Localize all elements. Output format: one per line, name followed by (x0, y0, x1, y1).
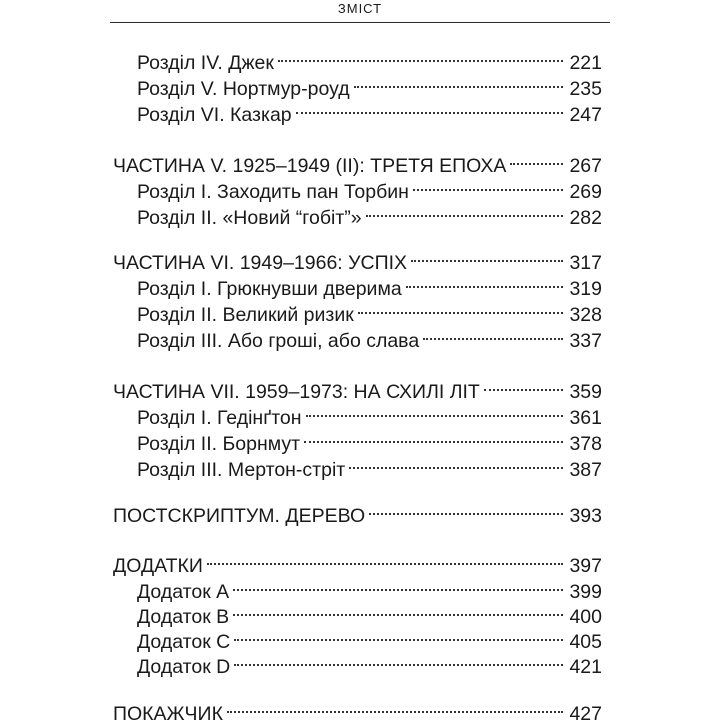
toc-entry-title: Розділ II. Борнмут (137, 433, 301, 455)
toc-entry-page: 359 (569, 381, 602, 403)
toc-entry-title: Додаток A (137, 581, 230, 603)
toc-entry (137, 172, 602, 203)
toc-entry-page: 400 (569, 606, 602, 628)
toc-entry-title: Розділ I. Заходить пан Торбин (137, 181, 409, 203)
toc-entry (137, 295, 602, 326)
dot-leader (484, 372, 564, 398)
toc-entry-page: 361 (569, 407, 602, 429)
dot-leader (406, 269, 564, 295)
toc-entry-title: Розділ I. Гедінґтон (137, 407, 302, 429)
running-header-title: ЗМІСТ (337, 1, 383, 16)
toc-entry (137, 269, 602, 300)
toc-entry (137, 198, 602, 229)
toc-entry (137, 43, 602, 74)
toc-entry (137, 321, 602, 352)
dot-leader (207, 546, 564, 572)
dot-leader (366, 198, 564, 224)
toc-entry-page: 269 (569, 181, 602, 203)
toc-entry-title: ДОДАТКИ (113, 555, 203, 577)
toc-part-entry (113, 546, 602, 577)
toc-entry-page: 247 (569, 104, 602, 126)
toc-entry-title: Розділ III. Або гроші, або слава (137, 330, 420, 352)
toc-entry-page: 399 (569, 581, 602, 603)
dot-leader (234, 622, 563, 648)
toc-entry-title: Розділ I. Грюкнувши дверима (137, 278, 402, 300)
toc-entry-page: 328 (569, 304, 602, 326)
toc-entry-title: ПОСТСКРИПТУМ. ДЕРЕВО (113, 505, 366, 527)
toc-entry-title: Додаток D (137, 656, 231, 678)
dot-leader (227, 694, 564, 720)
toc-entry-title: Розділ III. Мертон-стріт (137, 459, 346, 481)
dot-leader (510, 146, 563, 172)
toc-entry-title: Розділ IV. Джек (137, 52, 274, 74)
dot-leader (349, 450, 563, 476)
toc-entry (137, 450, 602, 481)
running-header (110, 0, 610, 23)
toc-entry-page: 337 (569, 330, 602, 352)
toc-entry-page: 421 (569, 656, 602, 678)
toc-entry-page: 393 (569, 505, 602, 527)
dot-leader (233, 572, 563, 598)
toc-entry-page: 387 (569, 459, 602, 481)
dot-leader (423, 321, 563, 347)
toc-entry-title: Розділ V. Нортмур-роуд (137, 78, 350, 100)
toc-entry-page: 319 (569, 278, 602, 300)
toc-entry-title: Додаток C (137, 631, 231, 653)
dot-leader (296, 95, 564, 121)
toc-entry (137, 69, 602, 100)
toc-entry-title: ЧАСТИНА VII. 1959–1973: НА СХИЛІ ЛІТ (113, 381, 480, 403)
toc-entry-page: 405 (569, 631, 602, 653)
toc-entry-page: 378 (569, 433, 602, 455)
toc-part-entry (113, 243, 602, 274)
toc-part-entry (113, 372, 602, 403)
toc-entry (137, 424, 602, 455)
toc-entry-page: 282 (569, 207, 602, 229)
toc-entry (137, 572, 602, 603)
dot-leader (354, 69, 564, 95)
toc-entry-page: 397 (569, 555, 602, 577)
toc-entry (137, 622, 602, 653)
dot-leader (306, 398, 564, 424)
toc-entry-page: 427 (569, 703, 602, 725)
toc-part-entry (113, 694, 602, 725)
toc-part-entry (113, 496, 602, 527)
toc-entry-title: ЧАСТИНА VI. 1949–1966: УСПІХ (113, 252, 408, 274)
toc-entry-page: 267 (569, 155, 602, 177)
toc-entry-title: Додаток B (137, 606, 230, 628)
toc-entry (137, 398, 602, 429)
dot-leader (278, 43, 564, 69)
dot-leader (369, 496, 563, 522)
toc-part-entry (113, 146, 602, 177)
toc-entry-title: Розділ VI. Казкар (137, 104, 292, 126)
dot-leader (358, 295, 564, 321)
dot-leader (413, 172, 564, 198)
dot-leader (304, 424, 563, 450)
toc-entry-title: ЧАСТИНА V. 1925–1949 (II): ТРЕТЯ ЕПОХА (113, 155, 507, 177)
toc-entry (137, 647, 602, 678)
toc-entry-title: Розділ II. «Новий “гобіт”» (137, 207, 362, 229)
toc-entry-page: 221 (569, 52, 602, 74)
toc-entry-title: Розділ II. Великий ризик (137, 304, 354, 326)
dot-leader (234, 647, 563, 673)
toc-entry-page: 317 (569, 252, 602, 274)
toc-entry-page: 235 (569, 78, 602, 100)
toc-entry (137, 597, 602, 628)
toc-entry-title: ПОКАЖЧИК (113, 703, 223, 725)
dot-leader (233, 597, 563, 623)
toc-entry (137, 95, 602, 126)
dot-leader (411, 243, 563, 269)
